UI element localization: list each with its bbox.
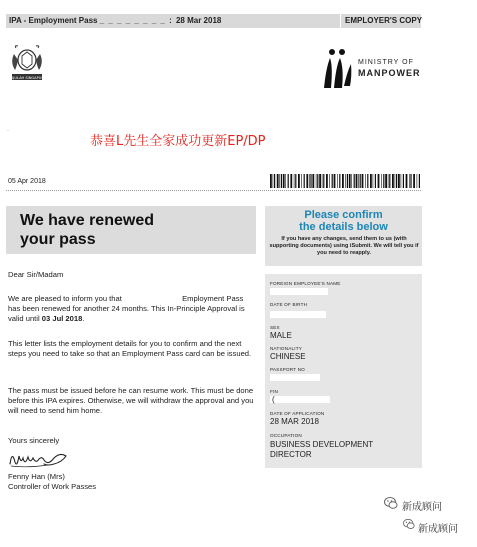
sex-label: SEX [270, 325, 280, 330]
barcode-bar [339, 174, 340, 188]
barcode-bar [312, 174, 314, 188]
employee-name-label: FOREIGN EMPLOYEE'S NAME [270, 281, 341, 286]
ministry-of-manpower-logo-icon [320, 46, 354, 90]
occupation-value-line1: BUSINESS DEVELOPMENT [270, 440, 374, 449]
small-red-mark: · [7, 128, 9, 134]
barcode-bar [281, 174, 282, 188]
manpower-text: MANPOWER [358, 68, 421, 78]
salutation: Dear Sir/Madam [8, 270, 64, 279]
barcode-bar [326, 174, 328, 188]
barcode-bar [342, 174, 344, 188]
sex-value: MALE [270, 331, 292, 340]
barcode-bar [360, 174, 361, 188]
occupation-value-line2: DIRECTOR [270, 450, 312, 459]
barcode-bar [274, 174, 275, 188]
wechat-icon [403, 518, 415, 530]
letter-title-line2: your pass [20, 231, 96, 248]
barcode-bar [337, 174, 338, 188]
valid-until-date: 03 Jul 2018 [41, 314, 83, 323]
barcode-bar [406, 174, 408, 188]
barcode-bar [362, 174, 364, 188]
barcode-bar [396, 174, 397, 188]
confirm-title-line1: Please confirm [304, 209, 383, 221]
barcode-bar [277, 174, 279, 188]
barcode-bar [410, 174, 411, 188]
barcode-bar [370, 174, 372, 188]
barcode-bar [395, 174, 396, 188]
barcode-bar [317, 174, 318, 188]
barcode-bar [270, 174, 272, 188]
header-date: 28 Mar 2018 [175, 16, 222, 25]
employer-copy-label: EMPLOYER'S COPY [345, 16, 423, 25]
barcode-bar [409, 174, 410, 188]
nationality-label: NATIONALITY [270, 346, 302, 351]
paragraph-renewal-end: . [82, 314, 85, 323]
barcode-bar [354, 174, 355, 188]
barcode-bar [419, 174, 420, 188]
date-of-application-label: DATE OF APPLICATION [270, 411, 325, 416]
barcode-bar [373, 174, 374, 188]
nationality-value: CHINESE [270, 352, 306, 361]
watermark-label-top: 新成顾问 [402, 502, 442, 513]
barcode-bar [323, 174, 324, 188]
barcode-bar [301, 174, 302, 188]
barcode-icon [270, 174, 420, 188]
barcode-bar [295, 174, 296, 188]
barcode-bar [310, 174, 311, 188]
barcode-bar [365, 174, 366, 188]
barcode-bar [273, 174, 274, 188]
barcode-bar [319, 174, 321, 188]
barcode-bar [304, 174, 305, 188]
barcode-bar [392, 174, 394, 188]
barcode-bar [306, 174, 308, 188]
barcode-bar [345, 174, 346, 188]
confirm-title [265, 209, 422, 233]
ministry-name [358, 58, 421, 78]
letter-title [20, 211, 170, 249]
barcode-bar [298, 174, 300, 188]
barcode-bar [316, 174, 317, 188]
header-dots: _ _ _ _ _ _ _ _ : [99, 16, 176, 25]
barcode-bar [285, 174, 286, 188]
chinese-caption: 恭喜L先生全家成功更新EP/DP [90, 134, 266, 149]
barcode-bar [378, 174, 380, 188]
barcode-bar [381, 174, 382, 188]
paragraph-renewal [8, 293, 256, 324]
barcode-bar [413, 174, 415, 188]
closing: Yours sincerely [8, 436, 60, 445]
paragraph-next-steps: This letter lists the employment details for you to confirm and the next steps you need to take so that an Employment Pass card can be issued. [8, 339, 252, 358]
barcode-bar [332, 174, 333, 188]
barcode-bar [347, 174, 348, 188]
letter-title-line1: We have renewed [20, 212, 154, 229]
barcode-bar [388, 174, 389, 188]
document-type: IPA - Employment Pass [9, 16, 98, 25]
dotted-divider [6, 190, 421, 191]
fin-value: ( [272, 395, 275, 404]
letter-date: 05 Apr 2018 [8, 178, 46, 185]
barcode-bar [349, 174, 351, 188]
barcode-bar [403, 174, 404, 188]
barcode-bar [309, 174, 310, 188]
ministry-of-text: MINISTRY OF [358, 59, 414, 66]
fin-redacted [270, 396, 330, 403]
fin-label: FIN [270, 389, 278, 394]
wechat-icon [384, 496, 398, 510]
date-of-application-value: 28 MAR 2018 [270, 417, 319, 426]
barcode-bar [389, 174, 390, 188]
barcode-bar [398, 174, 400, 188]
barcode-bar [290, 174, 292, 188]
barcode-bar [375, 174, 376, 188]
barcode-bar [351, 174, 352, 188]
confirm-note: If you have any changes, send them to us (with supporting documents) using iSubmit. We will tell you if you need to reapply. [269, 236, 419, 256]
barcode-bar [358, 174, 359, 188]
header-divider [340, 14, 341, 28]
paragraph-expiry-warning: The pass must be issued before he can resume work. This must be done before this IPA expires. Otherwise, we will withdraw the approval and you will need to send him home. [8, 386, 254, 415]
singapore-crest-icon [8, 44, 46, 84]
barcode-bar [417, 174, 418, 188]
date-of-birth-redacted [270, 311, 326, 318]
barcode-bar [322, 174, 323, 188]
barcode-bar [401, 174, 402, 188]
paragraph-renewal-start: We are pleased to inform you that [8, 294, 122, 303]
barcode-bar [283, 174, 285, 188]
passport-no-label: PASSPORT NO [270, 367, 305, 372]
barcode-bar [279, 174, 280, 188]
barcode-bar [367, 174, 368, 188]
confirm-title-line2: the details below [299, 221, 388, 233]
employee-name-redacted [270, 288, 328, 295]
document-type-header [9, 16, 221, 25]
barcode-bar [385, 174, 387, 188]
paragraph-renewal-body: Employment Pass has been renewed for another 24 months. This In-Principle Approval is valid until [8, 294, 245, 323]
watermark-label-bottom: 新成顾问 [418, 524, 458, 535]
barcode-bar [294, 174, 295, 188]
barcode-bar [334, 174, 336, 188]
barcode-bar [356, 174, 358, 188]
barcode-bar [288, 174, 289, 188]
occupation-label: OCCUPATION [270, 433, 302, 438]
barcode-bar [329, 174, 330, 188]
signer-title: Controller of Work Passes [8, 482, 97, 491]
redacted-name [124, 293, 180, 301]
handwritten-signature [8, 446, 72, 470]
signer-name: Fenny Han (Mrs) [8, 472, 65, 481]
barcode-bar [383, 174, 384, 188]
date-of-birth-label: DATE OF BIRTH [270, 302, 308, 307]
svg-text:MAJULAH SINGAPURA: MAJULAH SINGAPURA [8, 75, 46, 80]
passport-no-redacted [270, 374, 320, 381]
